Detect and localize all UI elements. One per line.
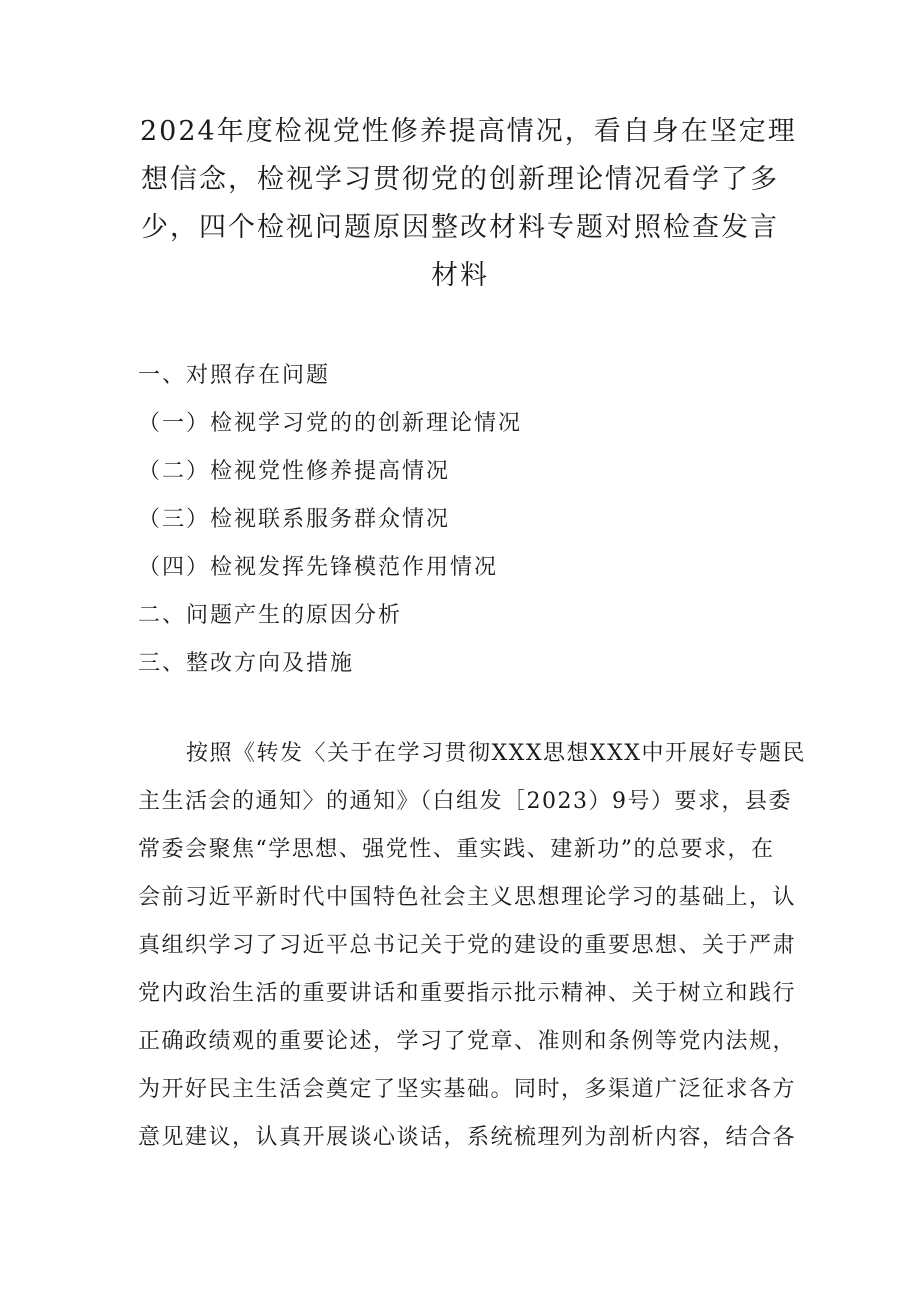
outline-item: （三）检视联系服务群众情况 — [138, 507, 451, 532]
body-line: 为开好民主生活会奠定了坚实基础。同时，多渠道广泛征求各方 — [138, 1077, 797, 1102]
body-line: 真组织学习了习近平总书记关于党的建设的重要思想、关于严肃 — [138, 933, 797, 958]
outline-item: （一）检视学习党的的创新理论情况 — [138, 411, 523, 436]
outline-item: （二）检视党性修养提高情况 — [138, 459, 451, 484]
body-line: 意见建议，认真开展谈心谈话，系统梳理列为剖析内容，结合各 — [138, 1125, 797, 1150]
body-paragraph — [138, 730, 806, 1162]
body-line: 常委会聚焦“学思想、强党性、重实践、建新功”的总要求，在 — [138, 837, 775, 862]
outline-item: 二、问题产生的原因分析 — [138, 603, 403, 628]
outline-list — [138, 352, 818, 688]
title-line: 材料 — [431, 260, 489, 291]
body-line: 主生活会的通知〉的通知》（白组发［2023）9号）要求，县委 — [138, 789, 792, 814]
body-line: 会前习近平新时代中国特色社会主义思想理论学习的基础上，认 — [138, 885, 797, 910]
outline-item: （四）检视发挥先锋模范作用情况 — [138, 555, 499, 580]
outline-item: 一、对照存在问题 — [138, 363, 331, 388]
title-line: 想信念，检视学习贯彻党的创新理论情况看学了多 — [141, 164, 779, 195]
title-line: 2024年度检视党性修养提高情况，看自身在坚定理 — [140, 116, 797, 147]
body-line: 按照《转发〈关于在学习贯彻XXX思想XXX中开展好专题民 — [186, 741, 806, 766]
body-line: 党内政治生活的重要讲话和重要指示批示精神、关于树立和践行 — [138, 981, 797, 1006]
document-title — [140, 108, 797, 300]
outline-item: 三、整改方向及措施 — [138, 651, 355, 676]
title-line: 少，四个检视问题原因整改材料专题对照检查发言 — [141, 212, 779, 243]
body-line: 正确政绩观的重要论述，学习了党章、准则和条例等党内法规， — [138, 1029, 797, 1054]
